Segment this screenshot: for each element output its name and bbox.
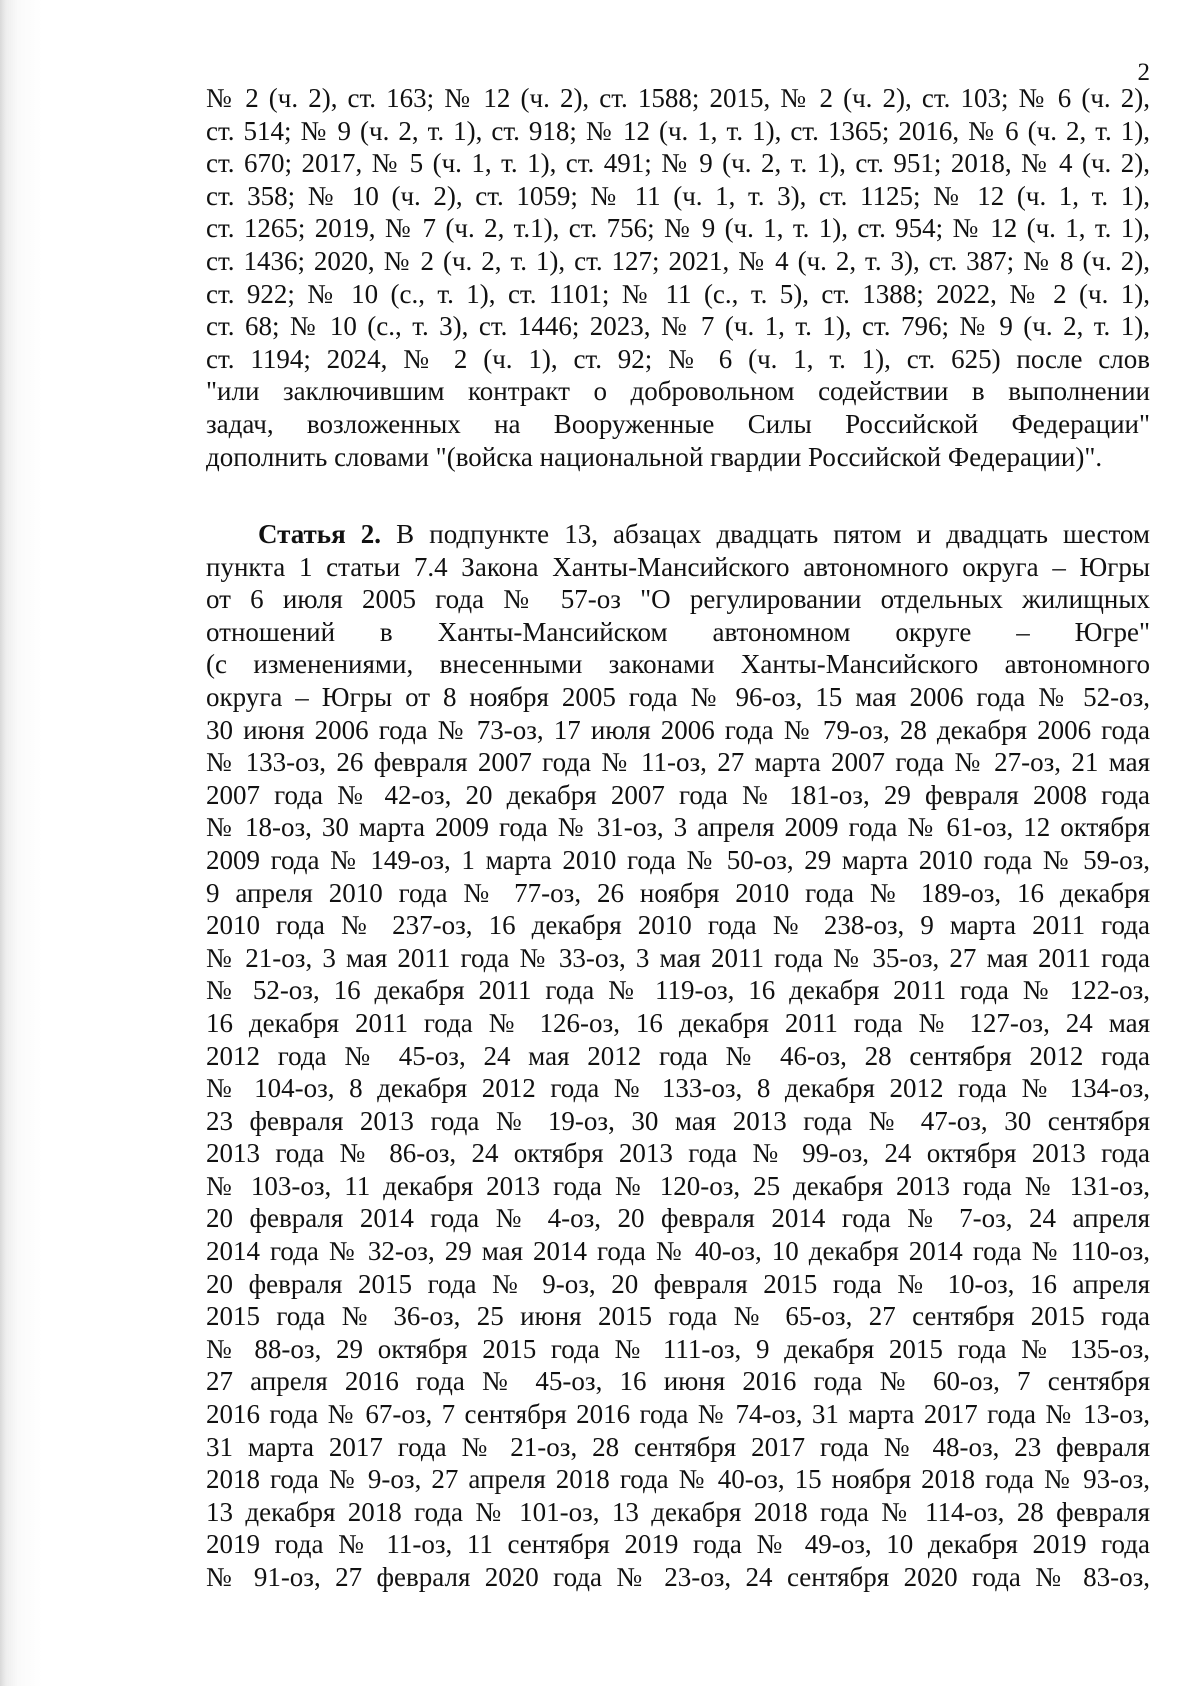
text-line: 2015 года № 36-оз, 25 июня 2015 года № 65-оз, 27 сентября 2015 года bbox=[206, 1301, 1150, 1332]
text-line: (с изменениями, внесенными законами Ханты-Мансийского автономного bbox=[206, 649, 1150, 680]
text-line: 27 апреля 2016 года № 45-оз, 16 июня 2016 года № 60-оз, 7 сентября bbox=[206, 1366, 1150, 1397]
text-line: 16 декабря 2011 года № 126-оз, 16 декабря 2011 года № 127-оз, 24 мая bbox=[206, 1007, 1150, 1038]
text-line: 31 марта 2017 года № 21-оз, 28 сентября 2017 года № 48-оз, 23 февраля bbox=[206, 1431, 1150, 1462]
text-line: № 103-оз, 11 декабря 2013 года № 120-оз, 25 декабря 2013 года № 131-оз, bbox=[206, 1170, 1150, 1201]
text-line: ст. 514; № 9 (ч. 2, т. 1), ст. 918; № 12 (ч. 1, т. 1), ст. 1365; 2016, № 6 (ч. 2, т. 1), bbox=[206, 115, 1150, 146]
text-line: 30 июня 2006 года № 73-оз, 17 июля 2006 года № 79-оз, 28 декабря 2006 года bbox=[206, 714, 1150, 745]
text-line: ст. 670; 2017, № 5 (ч. 1, т. 1), ст. 491; № 9 (ч. 2, т. 1), ст. 951; 2018, № 4 (ч. 2), bbox=[206, 148, 1150, 179]
text-line: № 18-оз, 30 марта 2009 года № 31-оз, 3 апреля 2009 года № 61-оз, 12 октября bbox=[206, 812, 1150, 843]
text-line: № 133-оз, 26 февраля 2007 года № 11-оз, 27 марта 2007 года № 27-оз, 21 мая bbox=[206, 747, 1150, 778]
text-line: 20 февраля 2015 года № 9-оз, 20 февраля 2015 года № 10-оз, 16 апреля bbox=[206, 1268, 1150, 1299]
text-line: ст. 1265; 2019, № 7 (ч. 2, т.1), ст. 756; № 9 (ч. 1, т. 1), ст. 954; № 12 (ч. 1, т. 1), bbox=[206, 213, 1150, 244]
text-line: "или заключившим контракт о добровольном содействии в выполнении bbox=[206, 376, 1150, 407]
text-line: округа – Югры от 8 ноября 2005 года № 96-оз, 15 мая 2006 года № 52-оз, bbox=[206, 681, 1150, 712]
text-line: задач, возложенных на Вооруженные Силы Российской Федерации" bbox=[206, 408, 1150, 439]
text-line: № 2 (ч. 2), ст. 163; № 12 (ч. 2), ст. 1588; 2015, № 2 (ч. 2), ст. 103; № 6 (ч. 2), bbox=[206, 83, 1150, 113]
text-line: 2018 года № 9-оз, 27 апреля 2018 года № 40-оз, 15 ноября 2018 года № 93-оз, bbox=[206, 1464, 1150, 1495]
text-line: 13 декабря 2018 года № 101-оз, 13 декабря 2018 года № 114-оз, 28 февраля bbox=[206, 1496, 1150, 1527]
article-2-paragraph bbox=[206, 518, 1150, 1594]
scan-edge-shadow bbox=[0, 0, 42, 1686]
text-line: 2010 года № 237-оз, 16 декабря 2010 года № 238-оз, 9 марта 2011 года bbox=[206, 910, 1150, 941]
text-line: пункта 1 статьи 7.4 Закона Ханты-Мансийского автономного округа – Югры bbox=[206, 551, 1150, 582]
text-line: ст. 1194; 2024, № 2 (ч. 1), ст. 92; № 6 (ч. 1, т. 1), ст. 625) после слов bbox=[206, 343, 1150, 374]
text-line: 2016 года № 67-оз, 7 сентября 2016 года № 74-оз, 31 марта 2017 года № 13-оз, bbox=[206, 1399, 1150, 1430]
text-line: 23 февраля 2013 года № 19-оз, 30 мая 2013 года № 47-оз, 30 сентября bbox=[206, 1105, 1150, 1136]
text-line: отношений в Ханты-Мансийском автономном округе – Югре" bbox=[206, 616, 1150, 647]
text-line: 2014 года № 32-оз, 29 мая 2014 года № 40-оз, 10 декабря 2014 года № 110-оз, bbox=[206, 1236, 1150, 1267]
text-line: ст. 922; № 10 (с., т. 1), ст. 1101; № 11 (с., т. 5), ст. 1388; 2022, № 2 (ч. 1), bbox=[206, 278, 1150, 309]
text-line: ст. 1436; 2020, № 2 (ч. 2, т. 1), ст. 127; 2021, № 4 (ч. 2, т. 3), ст. 387; № 8 (ч. 2), bbox=[206, 245, 1150, 276]
text-line: № 52-оз, 16 декабря 2011 года № 119-оз, 16 декабря 2011 года № 122-оз, bbox=[206, 975, 1150, 1006]
page-number: 2 bbox=[1137, 59, 1150, 86]
article-2-first-line bbox=[206, 518, 1150, 551]
text-line: 2019 года № 11-оз, 11 сентября 2019 года № 49-оз, 10 декабря 2019 года bbox=[206, 1529, 1150, 1560]
continuation-paragraph bbox=[206, 82, 1150, 473]
text-line: 2012 года № 45-оз, 24 мая 2012 года № 46-оз, 28 сентября 2012 года bbox=[206, 1040, 1150, 1071]
article-2-first-line-text: В подпункте 13, абзацах двадцать пятом и двадцать шестом bbox=[396, 519, 1151, 549]
text-line: 2007 года № 42-оз, 20 декабря 2007 года № 181-оз, 29 февраля 2008 года bbox=[206, 779, 1150, 810]
text-line: № 104-оз, 8 декабря 2012 года № 133-оз, 8 декабря 2012 года № 134-оз, bbox=[206, 1073, 1150, 1104]
text-line: № 21-оз, 3 мая 2011 года № 33-оз, 3 мая 2011 года № 35-оз, 27 мая 2011 года bbox=[206, 942, 1150, 973]
text-line: 20 февраля 2014 года № 4-оз, 20 февраля 2014 года № 7-оз, 24 апреля bbox=[206, 1203, 1150, 1234]
text-line: 2009 года № 149-оз, 1 марта 2010 года № 50-оз, 29 марта 2010 года № 59-оз, bbox=[206, 844, 1150, 875]
text-line: от 6 июля 2005 года № 57-оз "О регулировании отдельных жилищных bbox=[206, 584, 1150, 615]
text-line: 9 апреля 2010 года № 77-оз, 26 ноября 2010 года № 189-оз, 16 декабря bbox=[206, 877, 1150, 908]
text-line: ст. 358; № 10 (ч. 2), ст. 1059; № 11 (ч. 1, т. 3), ст. 1125; № 12 (ч. 1, т. 1), bbox=[206, 180, 1150, 211]
text-line: № 88-оз, 29 октября 2015 года № 111-оз, 9 декабря 2015 года № 135-оз, bbox=[206, 1333, 1150, 1364]
text-line: 2013 года № 86-оз, 24 октября 2013 года № 99-оз, 24 октября 2013 года bbox=[206, 1138, 1150, 1169]
text-line: ст. 68; № 10 (с., т. 3), ст. 1446; 2023, № 7 (ч. 1, т. 1), ст. 796; № 9 (ч. 2, т. 1), bbox=[206, 311, 1150, 342]
article-2-title: Статья 2. bbox=[258, 519, 382, 549]
text-line: № 91-оз, 27 февраля 2020 года № 23-оз, 24 сентября 2020 года № 83-оз, bbox=[206, 1562, 1150, 1592]
text-line: дополнить словами "(войска национальной гвардии Российской Федерации)". bbox=[206, 441, 1103, 472]
